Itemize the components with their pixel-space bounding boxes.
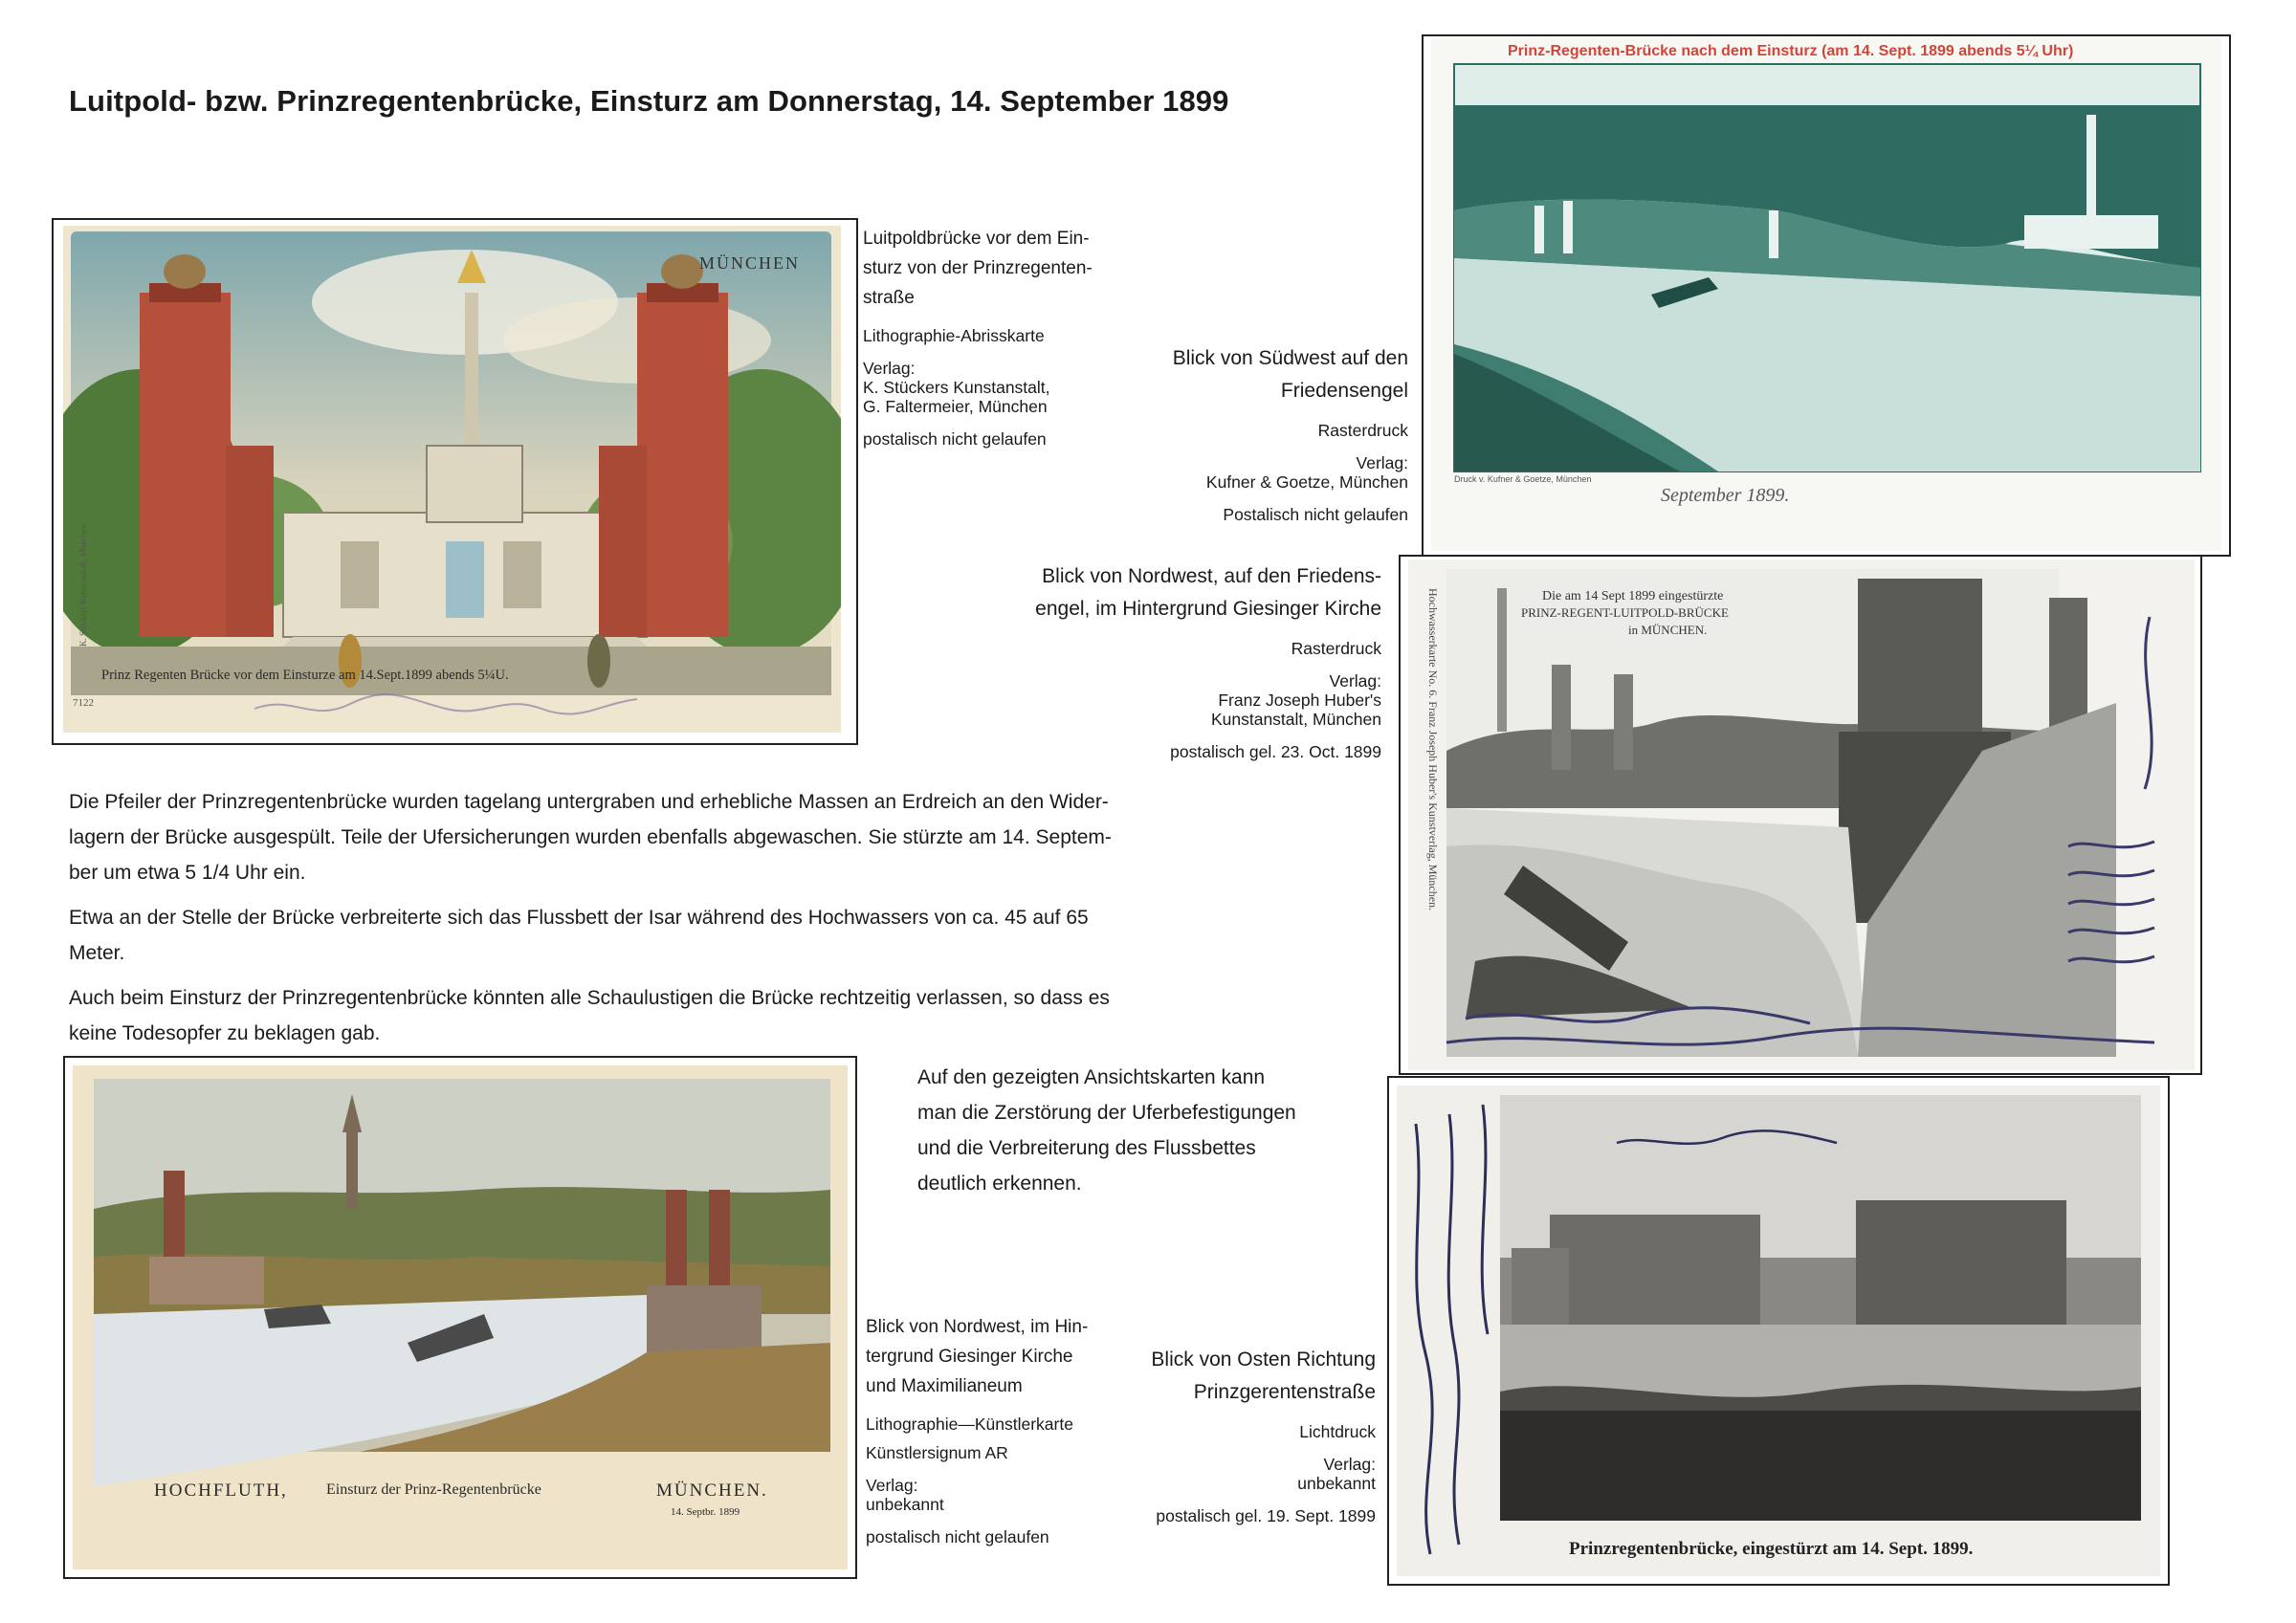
- card1-publisher-1: K. Stückers Kunstanstalt,: [863, 378, 1050, 397]
- postcard-2-image: [1431, 38, 2221, 551]
- postcard-4-date: 14. Septbr. 1899: [671, 1506, 740, 1518]
- card5-heading-1: Blick von Osten Richtung: [1151, 1349, 1376, 1371]
- postcard-5-image: [1397, 1086, 2160, 1576]
- card4-technique-2: Künstlersignum AR: [866, 1443, 1008, 1462]
- paragraph-2-line-1: Etwa an der Stelle der Brücke verbreiterte sich das Flussbett der Isar während des Hochwassers von ca. 45 auf 65: [69, 907, 1089, 929]
- card5-caption: [1052, 1344, 1376, 1525]
- note-text: [917, 1060, 1319, 1201]
- note-line-3: und die Verbreiterung des Flussbettes: [917, 1137, 1256, 1159]
- paragraph-2-line-2: Meter.: [69, 942, 125, 964]
- postcard-4-left: HOCHFLUTH,: [154, 1480, 288, 1501]
- card5-publisher-label: Verlag:: [1323, 1455, 1376, 1474]
- card2-publisher-label: Verlag:: [1356, 453, 1408, 472]
- postcard-4-image: [73, 1065, 848, 1569]
- card5-technique: Lichtdruck: [1299, 1422, 1376, 1441]
- card2-postal: Postalisch nicht gelaufen: [1223, 505, 1408, 524]
- card2-heading-2: Friedensengel: [1280, 380, 1408, 402]
- note-line-4: deutlich erkennen.: [917, 1173, 1082, 1195]
- card3-heading-2: engel, im Hintergrund Giesinger Kirche: [1035, 598, 1381, 620]
- card4-publisher-label: Verlag:: [866, 1476, 918, 1495]
- postcard-5-caption: Prinzregentenbrücke, eingestürzt am 14. Sept. 1899.: [1569, 1539, 1974, 1559]
- card3-postal: postalisch gel. 23. Oct. 1899: [1170, 742, 1381, 761]
- postcard-3-title-2: PRINZ-REGENT-LUITPOLD-BRÜCKE: [1521, 605, 1729, 620]
- card1-publisher-label: Verlag:: [863, 359, 916, 378]
- paragraph-1-line-2: lagern der Brücke ausgespült. Teile der Ufersicherungen wurden ebenfalls abgewaschen. Sie stürzte am 14. Septem-: [69, 826, 1112, 848]
- paragraph-3-line-2: keine Todesopfer zu beklagen gab.: [69, 1022, 381, 1044]
- card1-heading-1: Luitpoldbrücke vor dem Ein-: [863, 229, 1090, 249]
- postcard-3-image: [1408, 559, 2195, 1070]
- card1-technique: Lithographie-Abrisskarte: [863, 326, 1045, 345]
- paragraph-3-line-1: Auch beim Einsturz der Prinzregentenbrücke könnten alle Schaulustigen die Brücke rechtzeitig verlassen, so dass es: [69, 987, 1110, 1009]
- postcard-1-imprint: K. Stückers Kunstanstalt, München: [78, 524, 88, 647]
- postcard-1-number: 7122: [73, 697, 94, 709]
- postcard-4-right: MÜNCHEN.: [656, 1480, 768, 1501]
- postcard-1-caption: Prinz Regenten Brücke vor dem Einsturze am 14.Sept.1899 abends 5¼U.: [101, 668, 509, 683]
- postcard-2-imprint: Druck v. Kufner & Goetze, München: [1454, 474, 1592, 484]
- card4-heading-1: Blick von Nordwest, im Hin-: [866, 1317, 1089, 1337]
- page-title: Luitpold- bzw. Prinzregentenbrücke, Einsturz am Donnerstag, 14. September 1899: [69, 84, 1229, 118]
- note-line-2: man die Zerstörung der Uferbefestigungen: [917, 1102, 1296, 1124]
- card3-publisher-label: Verlag:: [1329, 671, 1381, 691]
- card1-publisher-2: G. Faltermeier, München: [863, 397, 1048, 416]
- card3-publisher-2: Kunstanstalt, München: [1210, 710, 1381, 729]
- card5-publisher-1: unbekannt: [1297, 1474, 1376, 1493]
- card1-heading-3: straße: [863, 288, 915, 308]
- postcard-1-city: MÜNCHEN: [699, 253, 801, 273]
- card3-heading-1: Blick von Nordwest, auf den Friedens-: [1042, 565, 1381, 587]
- card2-caption: [1052, 342, 1408, 524]
- card2-heading-1: Blick von Südwest auf den: [1172, 347, 1408, 369]
- postcard-2-title: Prinz-Regenten-Brücke nach dem Einsturz (am 14. Sept. 1899 abends 5¼ Uhr): [1508, 43, 2074, 59]
- postcard-1-image: [63, 226, 841, 733]
- postcard-3-side-imprint: Hochwasserkarte No. 6. Franz Joseph Huber's Kunstverlag, München.: [1426, 588, 1440, 911]
- card2-publisher-1: Kufner & Goetze, München: [1205, 472, 1408, 492]
- card3-publisher-1: Franz Joseph Huber's: [1218, 691, 1381, 710]
- card5-postal: postalisch gel. 19. Sept. 1899: [1156, 1506, 1376, 1525]
- card3-caption: [957, 560, 1381, 761]
- card4-postal: postalisch nicht gelaufen: [866, 1527, 1049, 1546]
- postcard-4-middle: Einsturz der Prinz-Regentenbrücke: [326, 1481, 541, 1498]
- card4-publisher-1: unbekannt: [866, 1495, 944, 1514]
- card1-postal: postalisch nicht gelaufen: [863, 429, 1047, 449]
- paragraph-1-line-3: ber um etwa 5 1/4 Uhr ein.: [69, 862, 306, 884]
- paragraph-1-line-1: Die Pfeiler der Prinzregentenbrücke wurden tagelang untergraben und erhebliche Massen an Erdreich an den Wider-: [69, 791, 1109, 813]
- card3-technique: Rasterdruck: [1291, 639, 1381, 658]
- note-line-1: Auf den gezeigten Ansichtskarten kann: [917, 1066, 1266, 1088]
- postcard-3-title-1: Die am 14 Sept 1899 eingestürzte: [1542, 589, 1724, 603]
- card4-heading-2: tergrund Giesinger Kirche: [866, 1347, 1073, 1367]
- card4-technique-1: Lithographie—Künstlerkarte: [866, 1415, 1073, 1434]
- card1-heading-2: sturz von der Prinzregenten-: [863, 258, 1093, 278]
- card2-technique: Rasterdruck: [1317, 421, 1408, 440]
- card4-heading-3: und Maximilianeum: [866, 1376, 1023, 1396]
- postcard-3-title-3: in MÜNCHEN.: [1628, 623, 1708, 637]
- card5-heading-2: Prinzgerentenstraße: [1193, 1381, 1376, 1403]
- body-text: [69, 784, 1198, 1061]
- postcard-2-handwriting: September 1899.: [1661, 485, 1790, 506]
